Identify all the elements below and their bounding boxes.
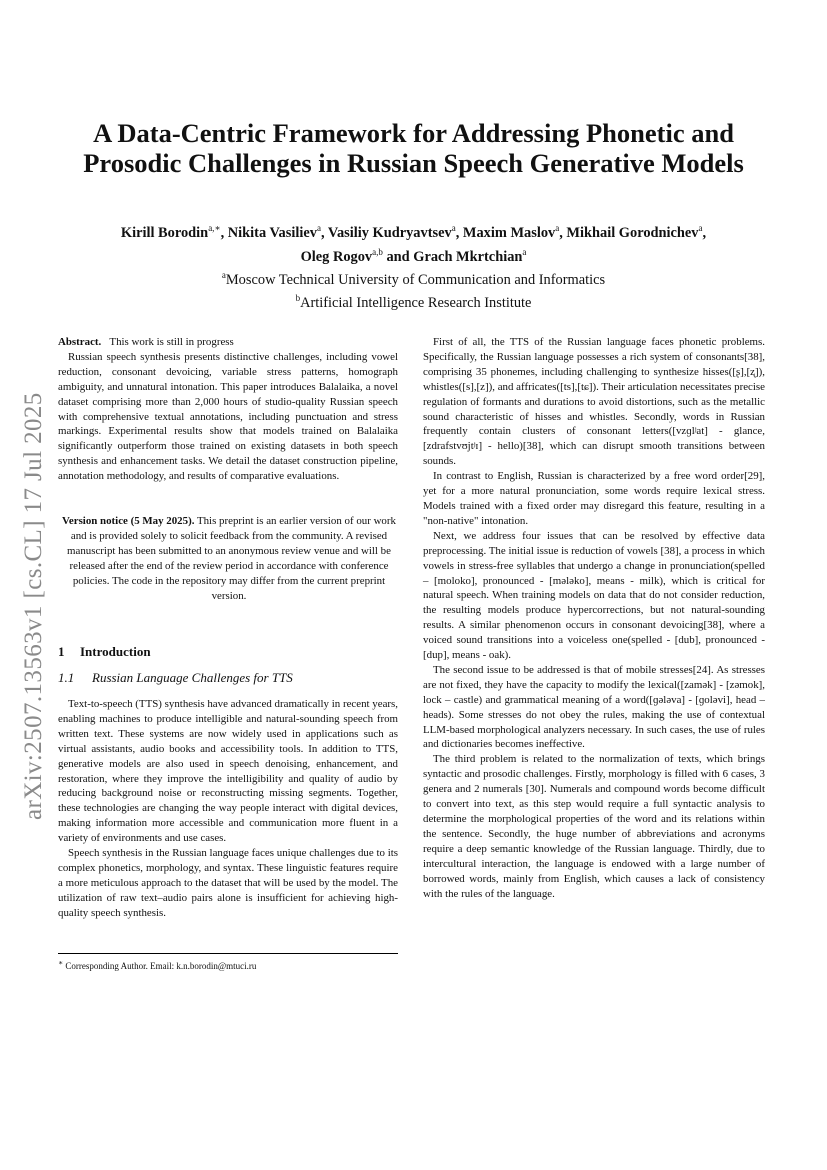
paragraph: The third problem is related to the normalization of texts, which brings syntactic and prosodic challenges. Firstly, morphology is filled with 6 cases, 3 genera and 2 numerals [30]. Numerals and compound words become difficult to convert into text, as this step would require a full syntactic analysis to determine the morphological properties of the word and its relations within the sentence. Secondly, the huge number of abbreviations and acronyms require a deep semantic knowledge of the Russian language. Thirdly, due to intercultural interaction, the language is endowed with a large number of borrowed words, mainly from English, which causes a lack of consistency with the rules of the language. [423,753,765,900]
paragraph: First of all, the TTS of the Russian language faces phonetic problems. Specifically, the Russian language possesses a rich system of consonants[38], comprising 35 phonemes, including challenging to synthesize hisses([ʂ],[ʐ]), whistles([s],[z]), and affricates([ts],[tɕ]). Their articulation necessitates precise regulation of formants and durations to avoid distortions, such as the metallic sound characteristic of hisses and whistles. Secondly, words in Russian frequently contain clusters of consonant letters([vzɡlʲat] - glance, [zdrafstvʊjtʲɪ] - hello)[38], which can disrupt smooth transitions between sounds. [423,336,765,468]
abstract-body: Russian speech synthesis presents distinctive challenges, including vowel reduction, consonant devoicing, variable stress patterns, homograph ambiguity, and unnatural intonation. This paper introduces Balalaika, a novel dataset comprising more than 2,000 hours of studio-quality Russian speech with comprehensive textual annotations, including punctuation and stress markings. Experimental results show that models trained on Balalaika significantly outperform those trained on existing datasets in both speech synthesis and enhancement tasks. We detail the dataset construction pipeline, annotation methodology, and results of comparative evaluations. [58,350,398,483]
paragraph: Speech synthesis in the Russian language faces unique challenges due to its complex phonetics, morphology, and syntax. These linguistic features require a more meticulous approach to the dataset that will be used by the model. The utilization of raw text–audio pairs alone is insufficient for achieving high-quality speech synthesis. [58,847,398,919]
version-notice [62,514,396,603]
abstract [58,335,398,484]
author: Vasiliy Kudryavtsev$^a$ [327,223,456,241]
paper-title: A Data-Centric Framework for Addressing Phonetic and Prosodic Challenges in Russian Speech Generative Models [83,118,744,178]
author: Mikhail Gorodnichev$^a$ [566,223,703,241]
footnote-rule [58,953,398,954]
paragraph: Text-to-speech (TTS) synthesis have advanced dramatically in recent years, enabling machines to produce intelligible and natural-sounding speech from written text. These systems are now widely used in applications such as virtual assistants, audio books and accessibility tools. In addition to TTS, generative models are also used in speech denoising, enhancement, and restoration, where they improve the intelligibility and quality of audio by reducing background noise or reconstructing missing segments. Together, these technologies are changing the way people interact with digital devices, making information more accessible and communication more fluent in a variety of environments and use cases. [58,698,398,845]
abstract-lead: This work is still in progress [109,336,234,348]
paragraph: The second issue to be addressed is that of mobile stresses[24]. As stresses are not fixed, they have the capacity to modify the lexical([zamək] - [zəmok], lock – castle) and grammatical meaning of a word([ɡələva] - [ɡoləvi], head – heads). Some stresses do not obey the rules, making the use of contextual LLM-based morphological analyzers necessary. In such cases, the use of rules and dictionaries becomes ineffective. [423,663,765,751]
version-notice-text: This preprint is an earlier version of our work and is provided solely to solicit feedback from the community. A revised manuscript has been submitted to an anonymous review venue and will be released after the end of the review period in accordance with conference policies. The code in the repository may differ from the current preprint version. [67,515,396,602]
abstract-label: Abstract. [58,336,102,348]
paragraph: Next, we address four issues that can be resolved by effective data preprocessing. The initial issue is reduction of vowels [38], a process in which vowels in stress-free syllables that undergo a change in pronunciation(spelled – [moloko], pronounced - [mələko], means - milk), which is critical for natural speech. When training models on data that do not consider reduction, the resulting models produce hypercorrections, but not natural-sounding results. A similar phenomenon occurs in consonant devoicing[38], where a voiced sound transitions into a voiceless one(spelled - [dub], pronounced - [dup], means - oak). [423,529,765,662]
author: Kirill Borodin$^{a,∗}$ [120,223,221,241]
author: Maxim Maslov$^a$ [462,223,560,241]
section-heading: 1 Introduction [58,644,151,659]
author-list: Kirill Borodin$^{a,∗}$, Nikita Vasiliev$^a$, Vasiliy Kudryavtsev$^a$, Maxim Maslov$^a$, Mikhail Gorodnichev$^a$, Oleg Rogov$^{a,b}$ and Grach Mkrtchian$^a$ [120,223,707,265]
author: Nikita Vasiliev$^a$ [227,223,321,241]
affiliation: $^b$Artificial Intelligence Research Institute [295,292,532,311]
author: Grach Mkrtchian$^a$ [413,246,527,265]
right-column [423,335,765,901]
footnote: ∗ Corresponding Author. Email: k.n.borodin@mtuci.ru [58,958,257,971]
version-notice-label: Version notice (5 May 2025). [62,515,195,527]
author: Oleg Rogov$^{a,b}$ [300,246,383,265]
subsection-heading: 1.1 Russian Language Challenges for TTS [58,670,293,685]
paragraph: In contrast to English, Russian is characterized by a free word order[29], yet for a more natural pronunciation, some words require lexical stress. Models trained with a fixed order may disregard this feature, resulting in a "non-native" intonation. [423,470,765,527]
arxiv-identifier: arXiv:2507.13563v1 [cs.CL] 17 Jul 2025 [20,392,47,820]
affiliation: $^a$Moscow Technical University of Communication and Informatics [221,270,606,288]
intro-text [58,697,398,921]
affiliations [100,266,727,312]
